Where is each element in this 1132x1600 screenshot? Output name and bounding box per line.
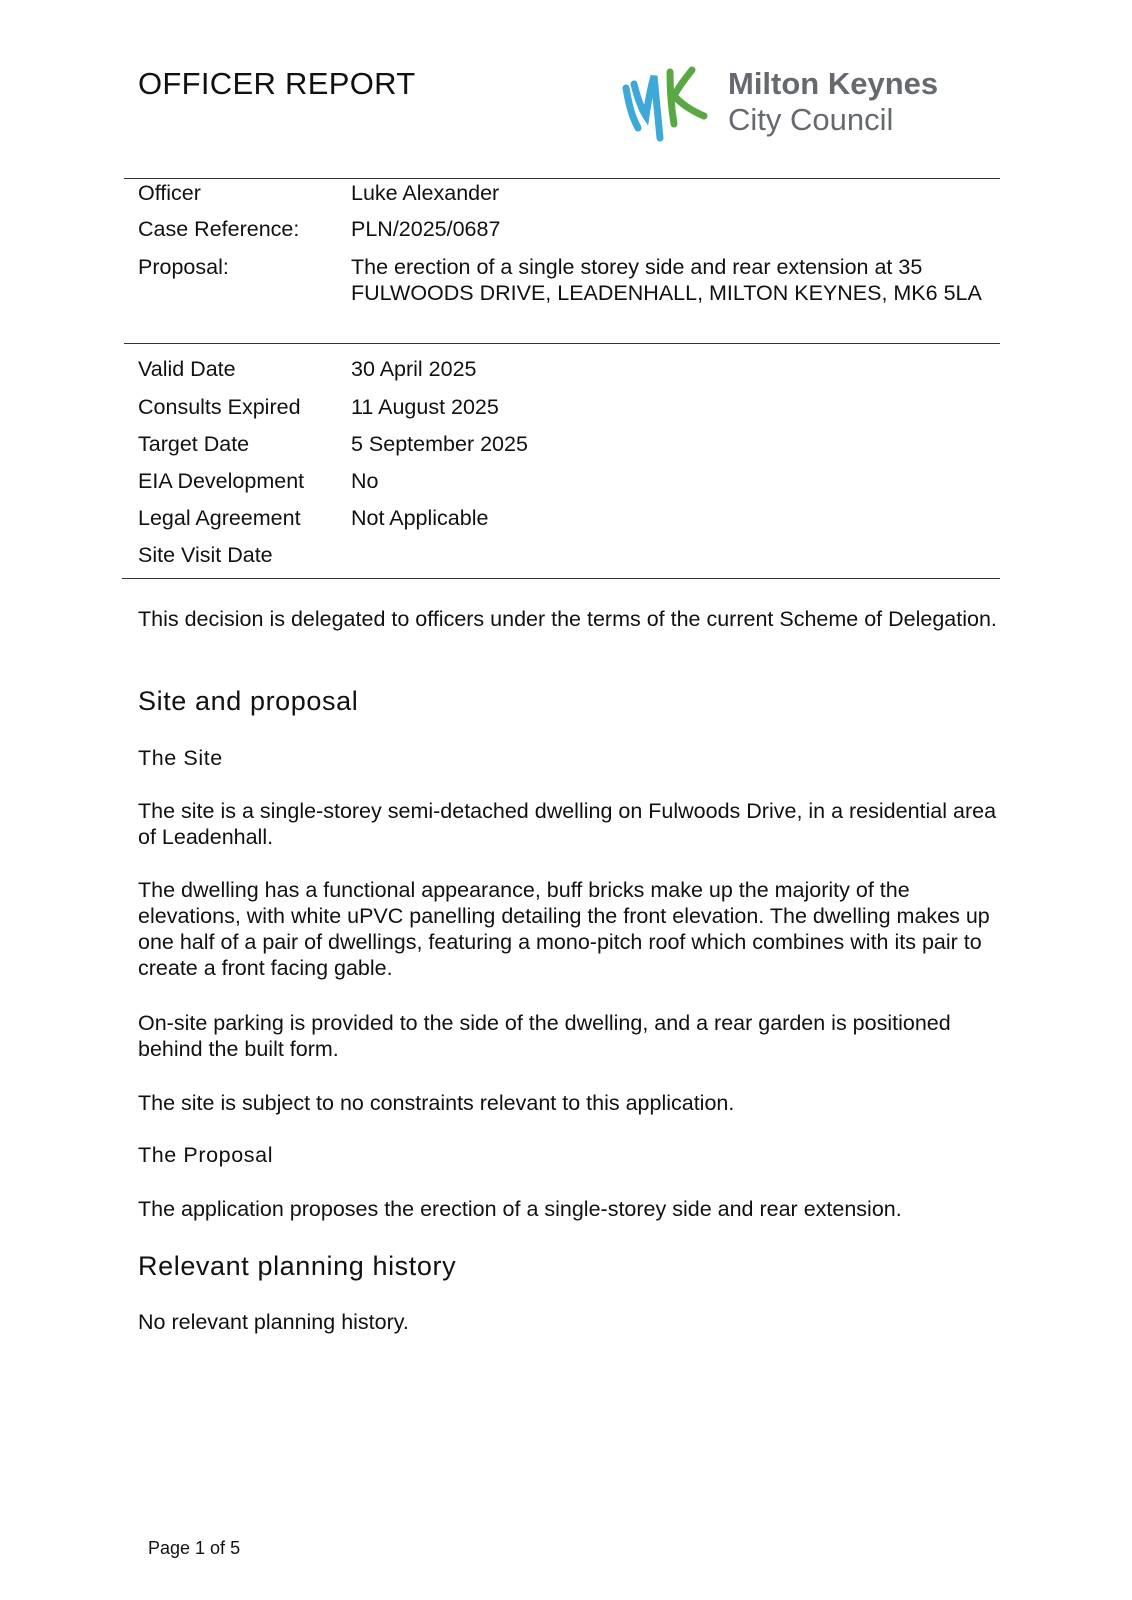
site-paragraph: On-site parking is provided to the side of the dwelling, and a rear garden is positioned behind the built form. [138, 1011, 951, 1061]
page-title: OFFICER REPORT [138, 66, 416, 101]
meta-value: PLN/2025/0687 [351, 217, 501, 241]
planning-history-text: No relevant planning history. [138, 1310, 409, 1334]
meta-label: Consults Expired [138, 395, 301, 419]
meta-label: Site Visit Date [138, 543, 273, 567]
site-paragraph: The site is subject to no constraints relevant to this application. [138, 1091, 735, 1115]
meta-value: Luke Alexander [351, 181, 500, 205]
meta-value: 5 September 2025 [351, 432, 528, 456]
divider [124, 178, 1000, 179]
site-paragraph: The site is a single-storey semi-detached dwelling on Fulwoods Drive, in a residential area of Leadenhall. [138, 799, 997, 849]
divider [122, 578, 1000, 579]
meta-label: Officer [138, 181, 201, 205]
meta-value: The erection of a single storey side and rear extension at 35 FULWOODS DRIVE, LEADENHALL, MILTON KEYNES, MK6 5LA [351, 255, 982, 305]
page-number: Page 1 of 5 [148, 1538, 241, 1558]
meta-label: Valid Date [138, 357, 236, 381]
delegation-text: This decision is delegated to officers under the terms of the current Scheme of Delegation. [138, 607, 997, 631]
proposal-paragraph: The application proposes the erection of a single-storey side and rear extension. [138, 1197, 902, 1221]
council-logo [620, 62, 990, 146]
meta-label: Case Reference: [138, 217, 300, 241]
meta-value: No [351, 469, 379, 493]
mk-logo-icon [620, 62, 720, 146]
site-paragraph: The dwelling has a functional appearance, buff bricks make up the majority of the elevations, with white uPVC panelling detailing the front elevation. The dwelling makes up one half of a pair of dwellings, featuring a mono-pitch roof which combines with its pair to create a front facing gable. [138, 878, 990, 980]
section-heading-planning-history: Relevant planning history [138, 1251, 457, 1281]
section-heading-site-and-proposal: Site and proposal [138, 686, 359, 716]
meta-label: Proposal: [138, 255, 229, 279]
divider [124, 343, 1000, 344]
meta-value: 11 August 2025 [351, 395, 499, 419]
subheading-the-site: The Site [138, 746, 223, 770]
meta-value: Not Applicable [351, 506, 489, 530]
logo-line-1: Milton Keynes [728, 66, 939, 101]
subheading-the-proposal: The Proposal [138, 1143, 274, 1167]
meta-label: Target Date [138, 432, 250, 456]
logo-line-2: City Council [728, 102, 894, 137]
meta-label: Legal Agreement [138, 506, 301, 530]
meta-label: EIA Development [138, 469, 305, 493]
meta-value: 30 April 2025 [351, 357, 477, 381]
